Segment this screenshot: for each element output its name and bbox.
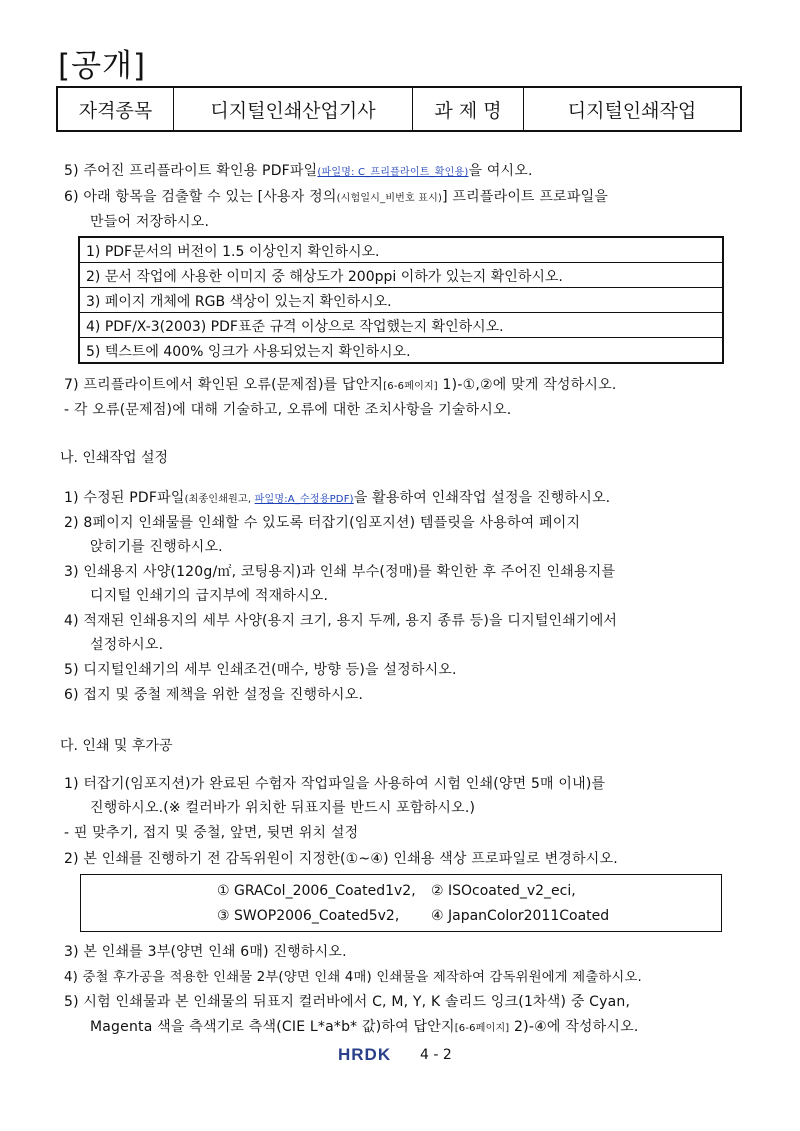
instruction-na-5: 5) 디지털인쇄기의 세부 인쇄조건(매수, 방향 등)을 설정하시오. xyxy=(64,662,457,678)
instruction-text: 1)-①,②에 맞게 작성하시오. xyxy=(437,377,617,393)
instruction-na-3: 3) 인쇄용지 사양(120g/㎡, 코팅용지)과 인쇄 부수(정매)를 확인한 후 주어진 인쇄용지를 xyxy=(64,564,616,580)
instruction-da-5: 5) 시험 인쇄물과 본 인쇄물의 뒤표지 컬러바에서 C, M, Y, K 솔리드 잉크(1차색) 중 Cyan, xyxy=(64,994,631,1010)
file-name-link: (파일명: C_프리플라이트_확인용) xyxy=(317,167,469,178)
instruction-da-1-cont: 진행하시오.(※ 컬러바가 위치한 뒤표지를 반드시 포함하시오.) xyxy=(90,800,476,816)
instruction-da-1-sub: - 핀 맞추기, 접지 및 중철, 앞면, 뒷면 위치 설정 xyxy=(64,825,359,841)
instruction-da-4: 4) 중철 후가공을 적용한 인쇄물 2부(양면 인쇄 4매) 인쇄물을 제작하여 감독위원에게 제출하시오. xyxy=(64,970,642,985)
instruction-note: (최종인쇄원고, xyxy=(184,494,255,505)
instruction-ga-6 xyxy=(64,186,608,206)
instruction-na-3-cont: 디지털 인쇄기의 급지부에 적재하시오. xyxy=(90,588,329,604)
check-item: 5) 텍스트에 400% 잉크가 사용되었는지 확인하시오. xyxy=(86,344,411,360)
check-item: 2) 문서 작업에 사용한 이미지 중 해상도가 200ppi 이하가 있는지 확인하시오. xyxy=(86,269,563,285)
instruction-na-4: 4) 적재된 인쇄용지의 세부 사양(용지 크기, 용지 두께, 용지 종류 등)을 디지털인쇄기에서 xyxy=(64,613,618,629)
instruction-na-2: 2) 8페이지 인쇄물를 인쇄할 수 있도록 터잡기(임포지션) 템플릿을 사용하여 페이지 xyxy=(64,515,581,531)
instruction-ga-7-sub: - 각 오류(문제점)에 대해 기술하고, 오류에 대한 조치사항을 기술하시오. xyxy=(64,402,512,418)
page-title: [공개] xyxy=(58,48,147,84)
instruction-text: 2)-④에 작성하시오. xyxy=(509,1019,639,1035)
preflight-check-box xyxy=(78,236,724,364)
instruction-ga-7 xyxy=(64,374,616,394)
instruction-text: 을 활용하여 인쇄작업 설정을 진행하시오. xyxy=(353,490,611,506)
instruction-da-1: 1) 터잡기(임포지션)가 완료된 수험자 작업파일을 사용하여 시험 인쇄(양면 5매 이내)를 xyxy=(64,776,606,792)
check-item: 3) 페이지 개체에 RGB 색상이 있는지 확인하시오. xyxy=(86,294,392,310)
hrdk-logo: HRDK xyxy=(338,1045,392,1064)
divider xyxy=(80,262,722,263)
instruction-da-3: 3) 본 인쇄를 3부(양면 인쇄 6매) 진행하시오. xyxy=(64,944,347,960)
divider xyxy=(80,287,722,288)
profile-item: ② ISOcoated_v2_eci, xyxy=(431,883,576,899)
task-value: 디지털인쇄작업 xyxy=(524,87,742,131)
subject-header-table xyxy=(56,86,742,132)
instruction-text: 7) 프리플라이트에서 확인된 오류(문제점)를 답안지 xyxy=(64,377,384,393)
instruction-text: 을 여시오. xyxy=(468,163,533,179)
subject-value: 디지털인쇄산업기사 xyxy=(174,87,413,131)
page-ref: [6-6페이지] xyxy=(383,381,438,392)
subject-label: 자격종목 xyxy=(57,87,174,131)
color-profile-box xyxy=(80,874,722,932)
instruction-na-4-cont: 설정하시오. xyxy=(90,637,164,653)
check-item: 1) PDF문서의 버전이 1.5 이상인지 확인하시오. xyxy=(86,244,380,260)
instruction-na-1 xyxy=(64,487,610,507)
file-name-link: 파일명:A_수정용PDF) xyxy=(254,494,354,505)
instruction-text: ] 프리플라이트 프로파일을 xyxy=(442,189,609,205)
task-label: 과 제 명 xyxy=(413,87,524,131)
instruction-text: 5) 주어진 프리플라이트 확인용 PDF파일 xyxy=(64,163,318,179)
section-heading-da: 다. 인쇄 및 후가공 xyxy=(60,738,173,754)
instruction-ga-5 xyxy=(64,160,533,180)
instruction-note: (시험일시_비번호 표시) xyxy=(336,193,443,204)
profile-item: ① GRACol_2006_Coated1v2, xyxy=(217,883,416,899)
page-number: 4 - 2 xyxy=(420,1047,452,1063)
instruction-da-5-cont xyxy=(90,1016,638,1036)
profile-item: ④ JapanColor2011Coated xyxy=(431,908,610,924)
section-heading-na: 나. 인쇄작업 설정 xyxy=(60,450,169,466)
instruction-text: Magenta 색을 측색기로 측색(CIE L*a*b* 값)하여 답안지 xyxy=(90,1019,455,1035)
instruction-da-2: 2) 본 인쇄를 진행하기 전 감독위원이 지정한(①~④) 인쇄용 색상 프로파일로 변경하시오. xyxy=(64,851,618,867)
page-ref: [6-6페이지] xyxy=(454,1023,510,1034)
instruction-na-6: 6) 접지 및 중철 제책을 위한 설정을 진행하시오. xyxy=(64,687,364,703)
profile-item: ③ SWOP2006_Coated5v2, xyxy=(217,908,400,924)
divider xyxy=(80,312,722,313)
instruction-text: 1) 수정된 PDF파일 xyxy=(64,490,185,506)
instruction-text: 6) 아래 항목을 검출할 수 있는 [사용자 정의 xyxy=(64,189,337,205)
instruction-na-2-cont: 앉히기를 진행하시오. xyxy=(90,539,223,555)
instruction-ga-6-cont: 만들어 저장하시오. xyxy=(90,214,210,230)
check-item: 4) PDF/X-3(2003) PDF표준 규격 이상으로 작업했는지 확인하시오. xyxy=(86,319,504,335)
divider xyxy=(80,337,722,338)
